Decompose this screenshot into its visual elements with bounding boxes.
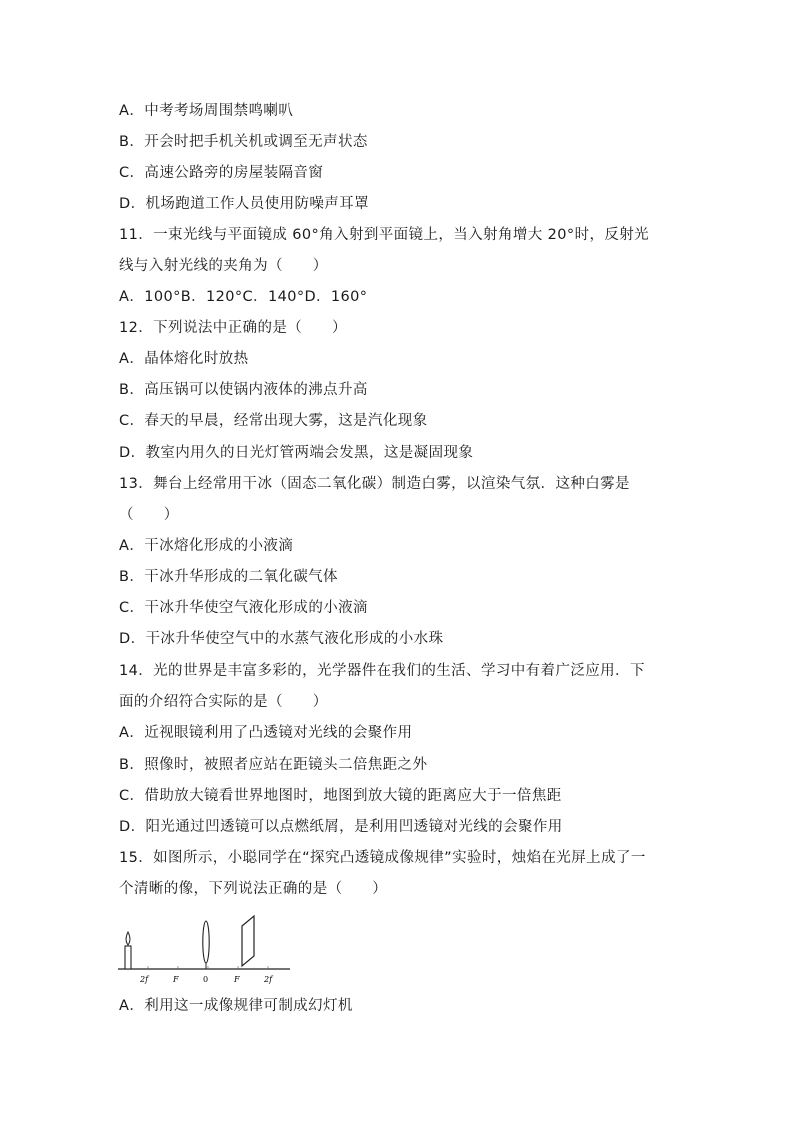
q14-option-a: A．近视眼镜利用了凸透镜对光线的会聚作用 bbox=[119, 725, 413, 741]
light-screen-icon bbox=[242, 916, 254, 966]
q10-option-b: B．开会时把手机关机或调至无声状态 bbox=[119, 134, 368, 150]
q12-option-b: B．高压锅可以使锅内液体的沸点升高 bbox=[119, 382, 368, 398]
q15-stem-line2: 个清晰的像，下列说法正确的是（ ） bbox=[119, 881, 388, 897]
q11-stem-line2: 线与入射光线的夹角为（ ） bbox=[119, 258, 328, 274]
q12-option-a: A．晶体熔化时放热 bbox=[119, 351, 249, 367]
q11-options: A．100°B．120°C．140°D．160° bbox=[119, 289, 368, 305]
q14-option-c: C．借助放大镜看世界地图时，地图到放大镜的距离应大于一倍焦距 bbox=[119, 788, 562, 804]
q13-option-d: D．干冰升华使空气中的水蒸气液化形成的小水珠 bbox=[119, 631, 444, 647]
q12-option-d: D．教室内用久的日光灯管两端会发黑，这是凝固现象 bbox=[119, 445, 474, 461]
q13-option-a: A．干冰熔化形成的小液滴 bbox=[119, 538, 294, 554]
q14-stem-line1: 14．光的世界是丰富多彩的，光学器件在我们的生活、学习中有着广泛应用．下 bbox=[119, 663, 645, 679]
optical-bench-figure bbox=[118, 912, 290, 988]
q10-option-c: C．高速公路旁的房屋装隔音窗 bbox=[119, 165, 324, 181]
candle-flame-icon bbox=[126, 932, 130, 945]
convex-lens-icon bbox=[203, 921, 209, 963]
label-f-left: F bbox=[173, 975, 179, 984]
label-origin: 0 bbox=[203, 975, 209, 984]
q14-option-d: D．阳光通过凹透镜可以点燃纸屑，是利用凹透镜对光线的会聚作用 bbox=[119, 819, 563, 835]
q10-option-a: A．中考考场周围禁鸣喇叭 bbox=[119, 103, 294, 119]
q15-option-a: A．利用这一成像规律可制成幻灯机 bbox=[119, 998, 353, 1014]
q14-stem-line2: 面的介绍符合实际的是（ ） bbox=[119, 694, 328, 710]
label-2f-right: 2f bbox=[264, 975, 273, 984]
q12-stem: 12．下列说法中正确的是（ ） bbox=[119, 320, 347, 336]
q13-stem-line2: （ ） bbox=[119, 507, 179, 523]
label-f-right: F bbox=[234, 975, 240, 984]
q11-stem-line1: 11．一束光线与平面镜成 60°角入射到平面镜上，当入射角增大 20°时，反射光 bbox=[119, 227, 650, 243]
q14-option-b: B．照像时，被照者应站在距镜头二倍焦距之外 bbox=[119, 757, 428, 773]
q13-option-b: B．干冰升华形成的二氧化碳气体 bbox=[119, 569, 338, 585]
q13-stem-line1: 13．舞台上经常用干冰（固态二氧化碳）制造白雾，以渲染气氛．这种白雾是 bbox=[119, 476, 630, 492]
q15-stem-line1: 15．如图所示，小聪同学在“探究凸透镜成像规律”实验时，烛焰在光屏上成了一 bbox=[119, 850, 646, 866]
q13-option-c: C．干冰升华使空气液化形成的小液滴 bbox=[119, 600, 368, 616]
q10-option-d: D．机场跑道工作人员使用防噪声耳罩 bbox=[119, 196, 369, 212]
label-2f-left: 2f bbox=[140, 975, 149, 984]
q12-option-c: C．春天的早晨，经常出现大雾，这是汽化现象 bbox=[119, 413, 428, 429]
candle-icon bbox=[125, 946, 131, 969]
